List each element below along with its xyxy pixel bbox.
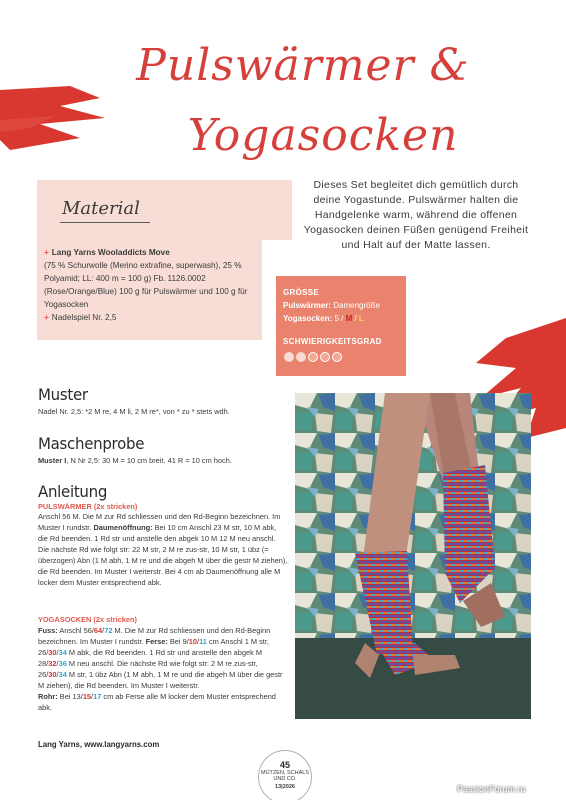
pulswaermer-text <box>38 511 288 588</box>
title-line-1: Pulswärmer & <box>136 40 470 91</box>
footer-line-2: UND CO. <box>273 776 297 782</box>
ferse-n8: 32 <box>48 659 57 668</box>
fuss-label: Fuss: <box>38 626 58 635</box>
ferse-c: M abk, die Rd beenden. 1 Rd str und anstelle den abgek M <box>66 648 262 657</box>
ferse-label: Ferse: <box>145 637 168 646</box>
size-info: GRÖSSE Pulswärmer: Damengröße Yogasocken: 5 / M / L <box>283 286 403 325</box>
puls-text-b: Bei 10 cm Anschl 23 M str, 10 M abk, die Rd beenden. 1 Rd str und anstelle den abgek 10 M 12 M neu anschl. Die nächste Rd wie folgt str: 22 M str, 2 M re zus-str, 10 M str, 1 übz (= überzogen) Abn (1 M abh, 1 M re und die abgeh M über die gestr M ziehen), die Rd beenden. Im Muster I weiterstr. Bei 4 cm ab Daumenöffnung alle M locker dem Muster entsprechend abk. <box>38 523 288 587</box>
size-l: L <box>358 314 364 323</box>
intro-text: Dieses Set begleitet dich gemütlich durch deine Yogastunde. Pulswärmer halten die Handgelenke warm, während die offenen Yogasocken deinen Füßen genügend Freiheit und Halt auf der Matte lassen. <box>303 179 529 251</box>
needle-item: Nadelspiel Nr. 2,5 <box>51 313 117 322</box>
maschenprobe-heading: Maschenprobe <box>38 434 145 454</box>
yarn-description: (75 % Schurwolle (Merino extrafine, superwash), 25 % Polyamid; LL: 400 m = 100 g) Fb. 1126.0002 (Rose/Orange/Blue) 100 g für Pulswärmer und 100 g für Yogasocken <box>44 261 248 309</box>
ferse-n9: 36 <box>58 659 67 668</box>
maschenprobe-body: , N Nr 2,5: 30 M = 10 cm breit. 41 R = 10 cm hoch. <box>66 456 232 465</box>
rohr-n2: 15 <box>82 692 92 701</box>
watermark: PassionForum.ru <box>457 784 526 794</box>
ferse-n5: 30 <box>48 648 57 657</box>
material-heading: Material <box>62 198 140 219</box>
maschenprobe-label: Muster I <box>38 456 67 465</box>
rohr-n1: 13 <box>72 692 81 701</box>
fuss-n2: 64 <box>93 626 103 635</box>
footer-issue: 13|2026 <box>275 784 295 790</box>
ferse-n4: 26 <box>38 648 47 657</box>
yarn-name: Lang Yarns Wooladdicts Move <box>51 248 170 257</box>
difficulty-dot <box>320 352 330 362</box>
yogasocken-text: Fuss: Anschl 56/64/72 M. Die M zur Rd schliessen und den Rd-Beginn bezeichnen. Im Muster I rundstr. Ferse: Bei 9/10/11 cm Anschl 1 M str, 26/30/34 M abk, die Rd beenden. 1 Rd str und anstelle den abgek M 28/32/36 M neu anschl. Die nächste Rd wie folgt str: 2 M re zus-str, 26/30/34 M str, 1 übz Abn (1 M abh, 1 M re und die abgeh M über die gestr M ziehen), die Rd beenden. Im Muster I weiterstr. Rohr: Bei 13/15/17 cm ab Ferse alle M locker dem Muster entsprechend abk. <box>38 626 283 712</box>
difficulty-dot <box>308 352 318 362</box>
ferse-n7: 28 <box>38 659 47 668</box>
puls-text-a: Anschl 56 M. Die M zur Rd schliessen und den Rd-Beginn bezeichnen. Im Muster I rundstr. <box>38 512 281 532</box>
product-photo <box>295 393 531 719</box>
size-heading: GRÖSSE <box>283 288 320 297</box>
ferse-n3: 11 <box>199 637 207 646</box>
size-s: 5 <box>334 314 339 323</box>
muster-text: Nadel Nr. 2,5: *2 M re, 4 M li, 2 M re*, von * zu * stets wdh. <box>38 407 230 416</box>
rohr-b: cm ab Ferse alle M locker dem Muster entsprechend abk. <box>38 692 276 712</box>
credit-line: Lang Yarns, www.langyarns.com <box>38 740 160 749</box>
ferse-e: M str, 1 übz Abn (1 M abh, 1 M re und die abgeh M über die gestr M ziehen), die Rd beenden. Im Muster I weiterstr. <box>38 670 283 690</box>
photo-illustration <box>295 393 531 719</box>
difficulty-heading: SCHWIERIGKEITSGRAD <box>283 337 382 346</box>
pulswaermer-subheading: PULSWÄRMER (2x stricken) <box>38 502 138 511</box>
daumen-label: Daumenöffnung: <box>93 523 153 532</box>
ferse-b: cm Anschl 1 M str, <box>206 637 269 646</box>
footer-line-1: MÜTZEN, SCHALS <box>261 770 309 776</box>
rohr-label: Rohr: <box>38 692 58 701</box>
muster-heading: Muster <box>38 385 88 405</box>
difficulty-dot <box>332 352 342 362</box>
difficulty-dots <box>284 352 342 362</box>
size-m: M <box>345 314 353 323</box>
anleitung-heading: Anleitung <box>38 482 108 502</box>
rohr-a: Bei <box>57 692 73 701</box>
rohr-n3: 17 <box>93 692 102 701</box>
ferse-n1: 9 <box>182 637 187 646</box>
material-underline <box>60 222 150 223</box>
puls-size-label: Pulswärmer: <box>283 301 332 310</box>
ferse-a: Bei <box>167 637 183 646</box>
ferse-d: M neu anschl. Die nächste Rd wie folgt str: 2 M re zus-str, <box>66 659 258 668</box>
page-number: 45 <box>279 760 290 770</box>
ferse-n6: 34 <box>58 648 67 657</box>
ferse-n11: 30 <box>48 670 57 679</box>
maschenprobe-text <box>38 455 288 466</box>
ferse-n2: 10 <box>188 637 198 646</box>
difficulty-dot <box>296 352 306 362</box>
ferse-n12: 34 <box>58 670 67 679</box>
ferse-n10: 26 <box>38 670 47 679</box>
plus-icon: + <box>44 313 49 322</box>
fuss-b: M. Die M zur Rd schliessen und den Rd-Beginn bezeichnen. Im Muster I rundstr. <box>38 626 271 646</box>
fuss-n3: 72 <box>104 626 113 635</box>
fuss-a: Anschl <box>57 626 84 635</box>
puls-size-value: Damengröße <box>333 301 380 310</box>
plus-icon: + <box>44 248 49 257</box>
yogasocken-subheading: YOGASOCKEN (2x stricken) <box>38 615 137 624</box>
fuss-n1: 56 <box>83 626 92 635</box>
material-list <box>44 246 274 324</box>
title-line-2: Yogasocken <box>187 110 459 161</box>
difficulty-dot <box>284 352 294 362</box>
page-footer <box>252 750 318 800</box>
yoga-size-label: Yogasocken: <box>283 314 333 323</box>
